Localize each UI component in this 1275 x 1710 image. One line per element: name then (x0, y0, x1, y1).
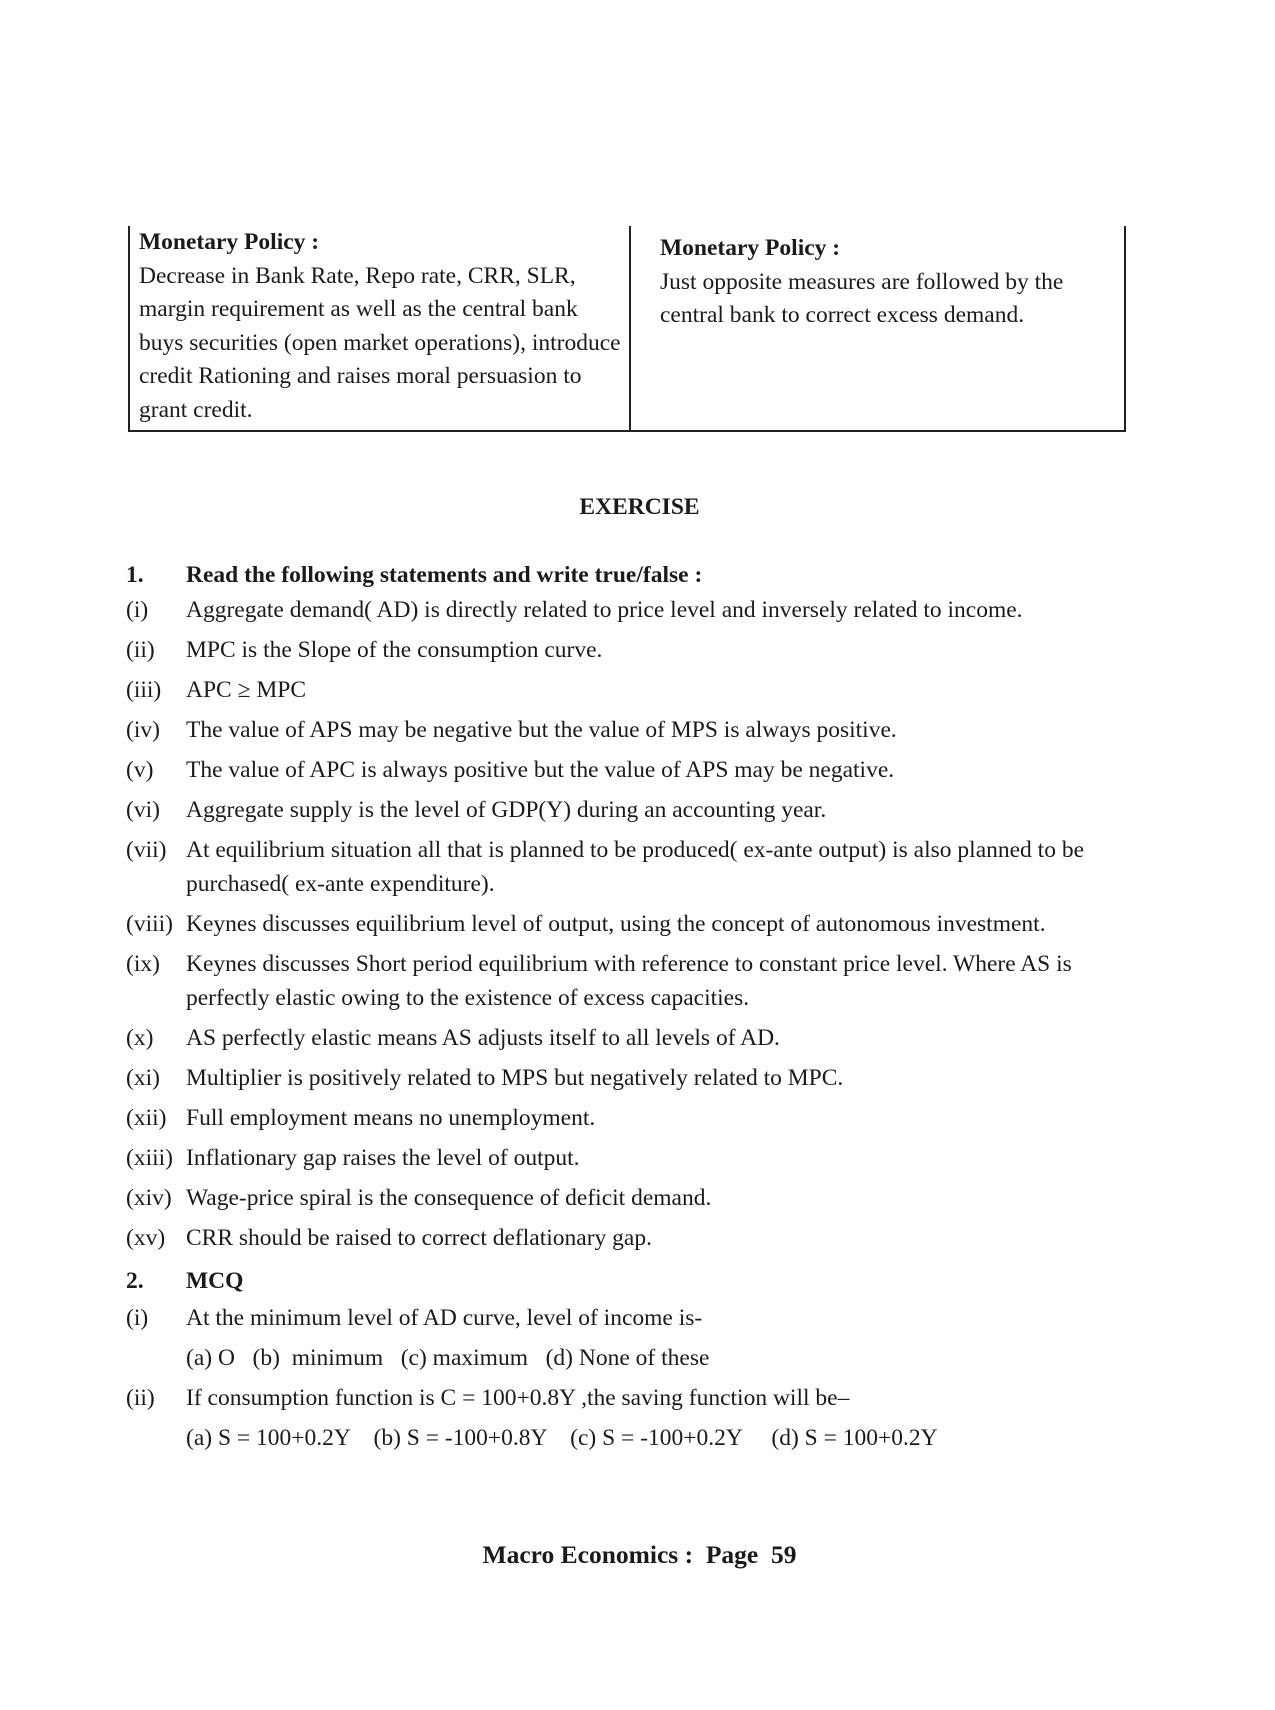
item-number: (i) (126, 597, 149, 623)
list-item (126, 1302, 1136, 1336)
list-item (126, 908, 1136, 942)
item-text: At equilibrium situation all that is planned to be produced( ex-ante output) is also planned to be purchased( ex-ante expenditure). (186, 837, 1085, 897)
item-number: (iv) (126, 717, 160, 743)
item-text: Inflationary gap raises the level of output. (186, 1145, 580, 1171)
list-item (126, 1382, 1136, 1416)
item-text: Keynes discusses equilibrium level of output, using the concept of autonomous investment. (186, 911, 1046, 937)
table-cell-right (631, 226, 1124, 430)
item-text: AS perfectly elastic means AS adjusts itself to all levels of AD. (186, 1025, 780, 1051)
item-number: (iii) (126, 677, 162, 703)
item-number: (xii) (126, 1105, 167, 1131)
list-item (126, 834, 1136, 901)
list-item (126, 1142, 1136, 1176)
item-number: (x) (126, 1025, 154, 1051)
item-text: Aggregate demand( AD) is directly related to price level and inversely related to income. (186, 597, 1023, 623)
item-number: (vi) (126, 797, 160, 823)
cell-body: Just opposite measures are followed by the central bank to correct excess demand. (660, 268, 1064, 329)
list-item (126, 1022, 1136, 1056)
item-text: If consumption function is C = 100+0.8Y ,the saving function will be– (186, 1385, 850, 1411)
item-text: APC ≥ MPC (186, 677, 307, 703)
section-title: MCQ (186, 1268, 244, 1294)
list-item (126, 1062, 1136, 1096)
item-text: The value of APS may be negative but the value of MPS is always positive. (186, 717, 897, 743)
item-text: CRR should be raised to correct deflationary gap. (186, 1225, 652, 1251)
item-text: The value of APC is always positive but the value of APS may be negative. (186, 757, 895, 783)
section-number: 1. (126, 562, 144, 588)
table-cell-left (130, 226, 631, 430)
item-number: (xi) (126, 1065, 160, 1091)
list-item (126, 1102, 1136, 1136)
list-item (126, 674, 1136, 708)
item-text: Aggregate supply is the level of GDP(Y) during an accounting year. (186, 797, 827, 823)
list-item (126, 794, 1136, 828)
list-item (126, 1182, 1136, 1216)
item-number: (xiii) (126, 1145, 173, 1171)
mcq-options (126, 1342, 1136, 1376)
item-text: Keynes discusses Short period equilibrium with reference to constant price level. Where AS is perfectly elastic owing to the existence of excess capacities. (186, 951, 1072, 1011)
options-text: (a) O (b) minimum (c) maximum (d) None of these (186, 1345, 710, 1371)
list-item (126, 594, 1136, 628)
item-text: Wage-price spiral is the consequence of deficit demand. (186, 1185, 712, 1211)
item-text: Multiplier is positively related to MPS but negatively related to MPC. (186, 1065, 844, 1091)
list-item (126, 948, 1136, 1015)
item-number: (i) (126, 1305, 149, 1331)
monetary-policy-table (128, 226, 1126, 432)
list-item (126, 634, 1136, 668)
item-text: MPC is the Slope of the consumption curve. (186, 637, 603, 663)
cell-heading: Monetary Policy : (139, 229, 320, 255)
exercise-title: EXERCISE (579, 494, 700, 520)
list-item (126, 1222, 1136, 1256)
item-number: (ii) (126, 637, 155, 663)
item-number: (vii) (126, 837, 167, 863)
item-text: At the minimum level of AD curve, level of income is- (186, 1305, 703, 1331)
item-number: (xiv) (126, 1185, 172, 1211)
section-title: Read the following statements and write true/false : (186, 562, 703, 588)
options-text: (a) S = 100+0.2Y (b) S = -100+0.8Y (c) S = -100+0.2Y (d) S = 100+0.2Y (186, 1425, 938, 1451)
list-item (126, 754, 1136, 788)
cell-body: Decrease in Bank Rate, Repo rate, CRR, SLR, margin requirement as well as the central bank buys securities (open market operations), introduce credit Rationing and raises moral persuasion to grant credit. (139, 262, 621, 423)
list-item (126, 714, 1136, 748)
item-number: (viii) (126, 911, 173, 937)
item-text: Full employment means no unemployment. (186, 1105, 596, 1131)
item-number: (xv) (126, 1225, 166, 1251)
page-footer: Macro Economics : Page 59 (482, 1540, 797, 1569)
section-number: 2. (126, 1268, 144, 1294)
item-number: (v) (126, 757, 154, 783)
item-number: (ix) (126, 951, 160, 977)
cell-heading: Monetary Policy : (660, 235, 841, 261)
section-heading (126, 559, 1136, 593)
section-heading (126, 1265, 1136, 1299)
mcq-options (126, 1422, 1136, 1456)
item-number: (ii) (126, 1385, 155, 1411)
